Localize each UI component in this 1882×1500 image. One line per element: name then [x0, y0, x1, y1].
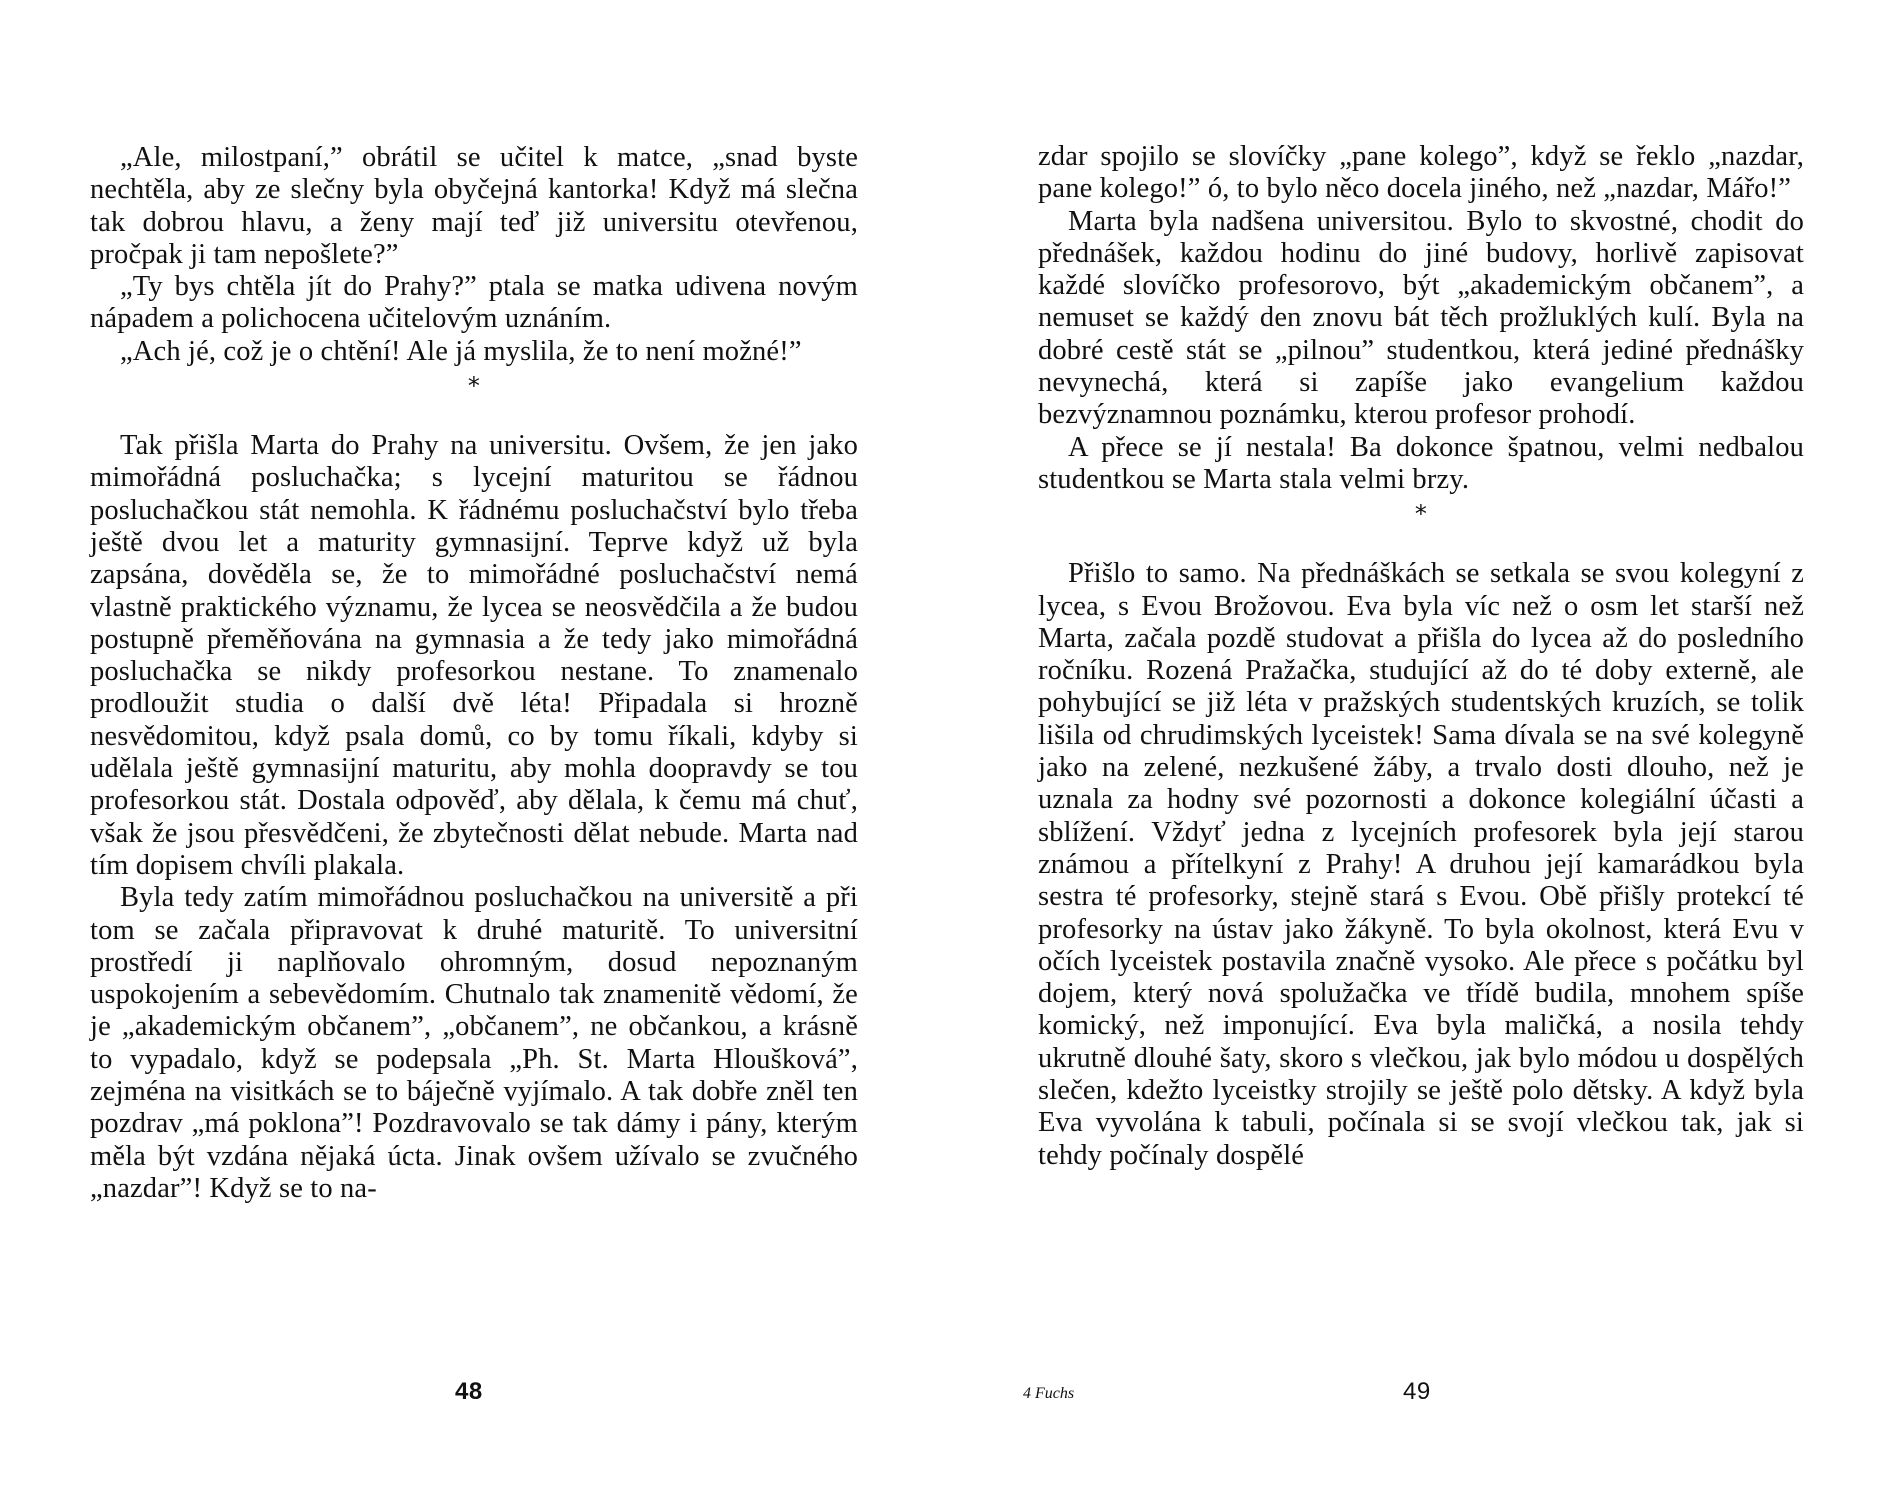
right-page-text — [1038, 141, 1804, 1172]
paragraph: Marta byla nadšena universitou. Bylo to skvostné, chodit do přednášek, každou hodinu do jiné budovy, horlivě zapisovat každé slovíčko profesorovo, být „akademickým občanem”, a nemuset se každý den znovu bát těch prožluklých kulí. Byla na dobré cestě stát se „pilnou” studentkou, která jediné přednášky nevynechá, která si zapíše jako evangelium každou bezvýznamnou poznámku, kterou profesor prohodí. — [1038, 205, 1804, 431]
paragraph: Byla tedy zatím mimořádnou posluchačkou na universitě a při tom se začala připravovat k druhé maturitě. To universitní prostředí ji naplňovalo ohromným, dosud nepoznaným uspokojením a sebevědomím. Chutnalo tak znamenitě vědomí, že je „akademickým občanem”, „občanem”, ne občankou, a krásně to vypadalo, když se podepsala „Ph. St. Marta Hloušková”, zejména na visitkách se to báječně vyjímalo. A tak dobře zněl ten pozdrav „má poklona”! Pozdravovalo se tak dámy i pány, kterým měla být vzdána nějaká úcta. Jinak ovšem užívalo se zvučného „nazdar”! Když se to na- — [90, 882, 858, 1204]
paragraph: Přišlo to samo. Na přednáškách se setkala se svou kolegyní z lycea, s Evou Brožovou. Eva byla víc než o osm let starší než Marta, začala pozdě studovat a přišla do lycea až do posledního ročníku. Rozená Pražačka, studující až do té doby externě, ale pohybující se již léta v pražských studentských kruzích, se tolik lišila od chrudimských lyceistek! Sama dívala se na své kolegyně jako na zelené, nezkušené žáby, a trvalo dosti dlouho, než je uznala za hodny své pozornosti a dokonce kolegiální účasti a sblížení. Vždyť jedna z lycejních profesorek byla její starou známou a přítelkyní z Prahy! A druhou její kamarádkou byla sestra té profesorky, stejně stará s Evou. Obě přišly protekcí té profesorky na ústav jako žákyně. To byla okolnost, která Evu v očích lyceistek postavila značně vysoko. Ale přece s počátku byl dojem, který nová spolužačka ve třídě budila, mnohem spíše komický, než imponující. Eva byla maličká, a nosila tehdy ukrutně dlouhé šaty, skoro s vlečkou, jak bylo módou u dospělých slečen, kdežto lyceistky strojily se ještě polo dětsky. A když byla Eva vyvolána k tabuli, počínala si se svojí vlečkou tak, jak si tehdy počínaly dospělé — [1038, 558, 1804, 1171]
paragraph-continuation: zdar spojilo se slovíčky „pane kolego”, když se řeklo „nazdar, pane kolego!” ó, to bylo něco docela jiného, než „nazdar, Mářo!” — [1038, 141, 1804, 205]
paragraph: A přece se jí nestala! Ba dokonce špatnou, velmi nedbalou studentkou se Marta stala velmi brzy. — [1038, 431, 1804, 495]
left-page-text — [90, 142, 858, 1205]
paragraph: „Ale, milostpaní,” obrátil se učitel k matce, „snad byste nechtěla, aby ze slečny byla obyčejná kantorka! Když má slečna tak dobrou hlavu, a ženy mají teď již universitu otevřenou, pročpak ji tam nepošlete?” — [90, 142, 858, 270]
paragraph: „Ach jé, což je o chtění! Ale já myslila, že to není možné!” — [120, 335, 802, 367]
section-separator: * — [467, 372, 481, 401]
paragraph: Tak přišla Marta do Prahy na universitu. Ovšem, že jen jako mimořádná posluchačka; s lycejní maturitou se řádnou posluchačkou stát nemohla. K řádnému posluchačství bylo třeba ještě dvou let a maturity gymnasijní. Teprve když už byla zapsána, dověděla se, že to mimořádné posluchačství nemá vlastně praktického významu, že lycea se neosvědčila a že budou postupně přeměňována na gymnasia a že tedy jako mimořádná posluchačka se nikdy profesorkou nestane. To znamenalo prodloužit studia o další dvě léta! Připadala si hrozně nesvědomitou, když psala domů, co by tomu říkali, kdyby si udělala ještě gymnasijní maturitu, aby mohla doopravdy se tou profesorkou stát. Dostala odpověď, aby dělala, k čemu má chuť, však že jsou přesvědčeni, že zbytečnosti dělat nebude. Marta nad tím dopisem chvíli plakala. — [90, 430, 858, 881]
page-number: 49 — [1403, 1378, 1431, 1405]
section-separator: * — [1414, 500, 1428, 529]
right-page — [941, 0, 1882, 1500]
paragraph: „Ty bys chtěla jít do Prahy?” ptala se matka udivena novým nápadem a polichocena učitelovým uznáním. — [90, 271, 858, 335]
signature-mark: 4 Fuchs — [1023, 1385, 1075, 1402]
page-number: 48 — [455, 1378, 483, 1405]
